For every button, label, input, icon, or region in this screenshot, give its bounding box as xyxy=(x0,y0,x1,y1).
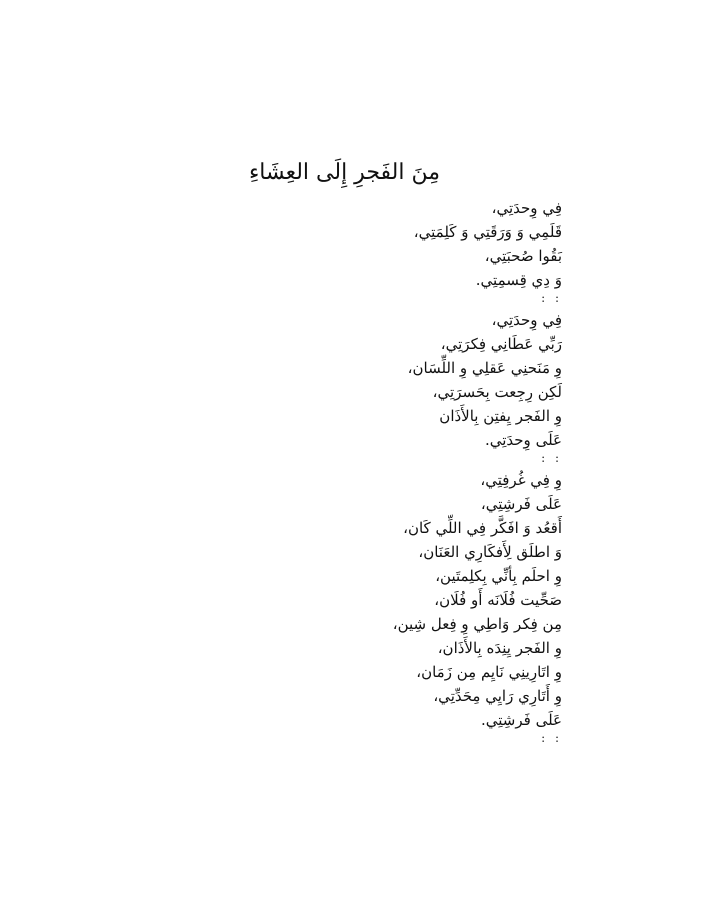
poem-title: مِنَ الفَجرِ إِلَى العِشَاءِ xyxy=(248,160,440,185)
poem-line: صَحِّيت فُلَانَه أَو فُلَان، xyxy=(434,591,562,609)
poem-line: أَقعُد وَ افَكَّر فِي اللِّي كَان، xyxy=(403,519,562,537)
poem-line: وِ أَتَارِي رَايِي مِحَدِّتِي، xyxy=(433,687,562,705)
stanza-separator: : : xyxy=(541,291,562,305)
poem-line: مِن فِكر وَاطِي وِ فِعل شِين، xyxy=(392,615,562,633)
stanza-separator: : : xyxy=(541,731,562,745)
poem-line: عَلَى وِحدَتِي. xyxy=(484,431,562,449)
poem-line: بَقُوا صُحبَتِي، xyxy=(484,247,562,265)
poem-line: وِ الفَجر يِفتِن بِالأَذَان xyxy=(439,407,562,425)
stanza-3 xyxy=(320,468,562,748)
stanza-2 xyxy=(320,308,562,468)
poem-line: وَ اطلَق لِأَفكَارِي العَنَان، xyxy=(418,543,562,561)
poem-line: وِ مَنَحنِي عَقلِي وِ اللِّسَان، xyxy=(407,359,562,377)
poem-line: وِ الفَجر يِنِدَه بِالأَذَان، xyxy=(437,639,562,657)
poem-line: وِ احلَم بِأنِّي بِكلِمتَين، xyxy=(435,567,562,585)
poem-line: قَلَمِي وَ وَرَقَتِي وَ كَلِمَتِي، xyxy=(413,223,562,241)
poem-line: فِي وِحدَتِي، xyxy=(491,199,562,217)
poem-line: وَ دِي قِسمِتِي. xyxy=(475,271,562,289)
poem-line: عَلَى فَرشِتِي. xyxy=(481,711,562,729)
poem-line: وِ اتَارِينِي نَايِم مِن زَمَان، xyxy=(416,663,562,681)
poem-line: لَكِن رِجِعت بِحَسرَتِي، xyxy=(432,383,562,401)
stanza-separator: : : xyxy=(541,451,562,465)
stanza-1 xyxy=(320,196,562,308)
poem-line: وِ فِي غُرفِتِي، xyxy=(480,471,562,489)
poem-line: عَلَى فَرشِتِي، xyxy=(480,495,562,513)
poem-line: رَبِّي عَطَانِي فِكرَتِي، xyxy=(440,335,562,353)
poem-body xyxy=(320,196,562,748)
poem-line: فِي وِحدَتِي، xyxy=(491,311,562,329)
